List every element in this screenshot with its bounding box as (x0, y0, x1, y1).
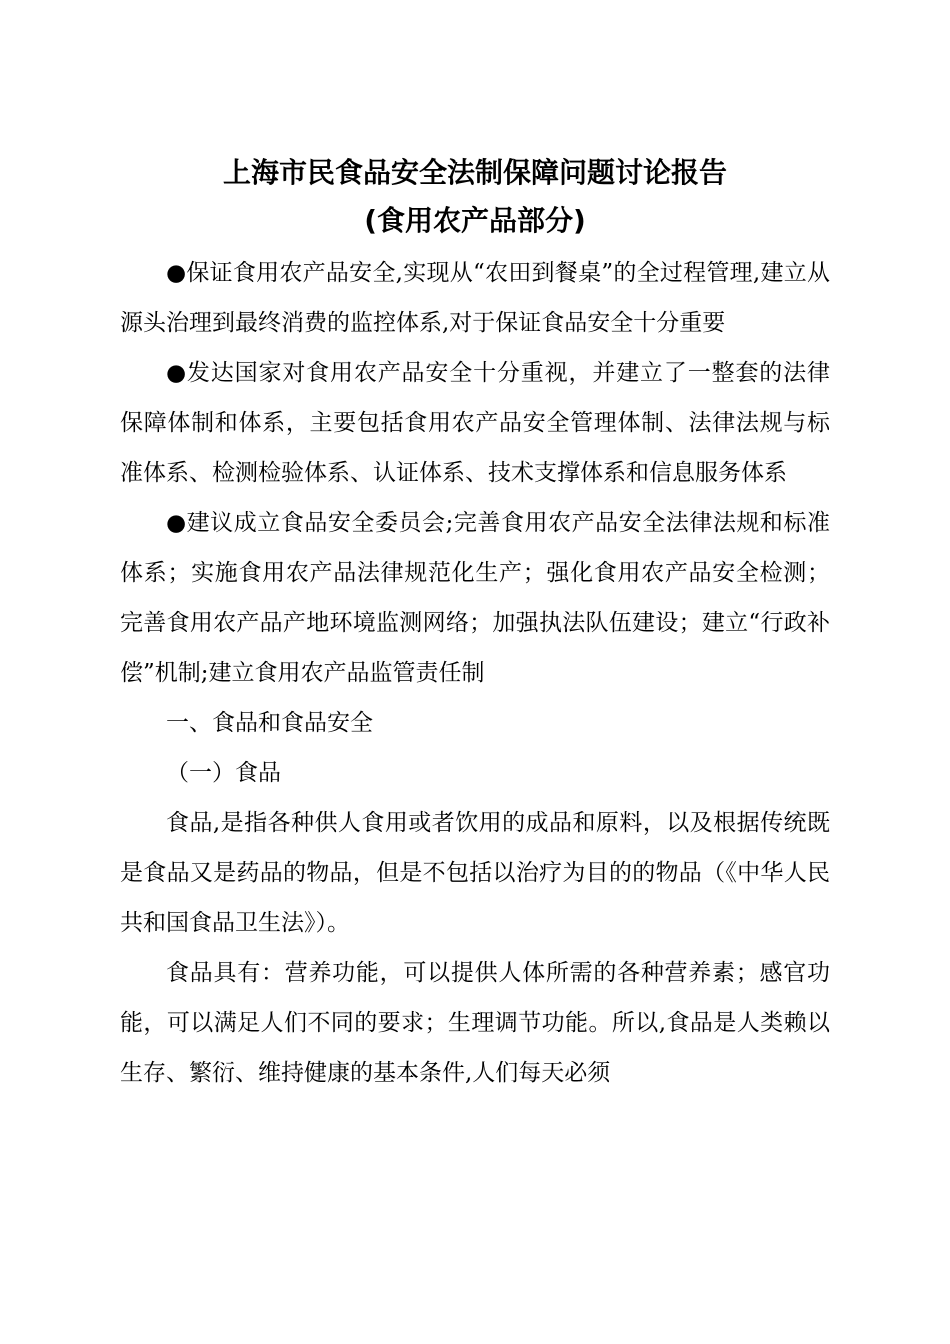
document-subtitle: (食用农产品部分) (364, 204, 586, 237)
document-title: 上海市民食品安全法制保障问题讨论报告 (222, 156, 727, 189)
section-heading: 一、食品和食品安全 (166, 710, 373, 736)
paragraph-food-functions: 食品具有：营养功能，可以提供人体所需的各种营养素；感官功能，可以满足人们不同的要求；生理调节功能。所以,食品是人类赖以生存、繁衍、维持健康的基本条件,人们每天必须 (120, 960, 830, 1086)
paragraph-food-definition: 食品,是指各种供人食用或者饮用的成品和原料，以及根据传统既是食品又是药品的物品，但是不包括以治疗为目的的物品（《中华人民共和国食品卫生法》）。 (120, 810, 830, 936)
document-body (120, 248, 830, 1098)
paragraph-bullet-2: ●发达国家对食用农产品安全十分重视，并建立了一整套的法律保障体制和体系，主要包括食用农产品安全管理体制、法律法规与标准体系、检测检验体系、认证体系、技术支撑体系和信息服务体系 (120, 360, 830, 486)
subsection-heading: （一）食品 (166, 760, 281, 786)
paragraph-bullet-1: ●保证食用农产品安全,实现从“农田到餐桌”的全过程管理,建立从源头治理到最终消费的监控体系,对于保证食品安全十分重要 (120, 260, 830, 336)
paragraph-bullet-3: ●建议成立食品安全委员会;完善食用农产品安全法律法规和标准体系；实施食用农产品法律规范化生产；强化食用农产品安全检测；完善食用农产品产地环境监测网络；加强执法队伍建设；建立“行政补偿”机制;建立食用农产品监管责任制 (120, 510, 830, 686)
